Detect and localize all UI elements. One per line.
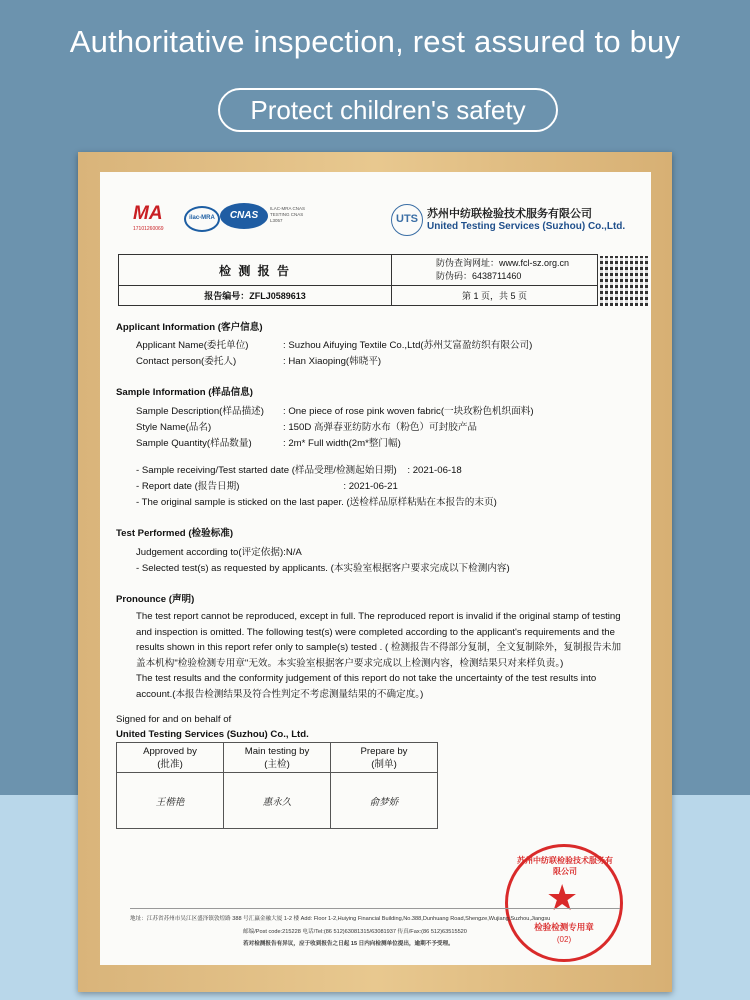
sample-sticked-note: - The original sample is sticked on the last paper. (送检样品原样粘贴在本报告的末页): [136, 497, 497, 508]
main-testing-cell: [224, 743, 331, 773]
report-header-table: [118, 254, 598, 306]
prepare-by-cn: (制单): [371, 758, 397, 770]
pronounce-line: The test report cannot be reproduced, except in full. The reproduced report is invalid if the original stamp of testing: [136, 611, 621, 622]
footer-notice: 若对检测报告有异议，应于收到报告之日起 15 日内向检测单位提出，逾期不予受理。: [243, 941, 454, 947]
anti-fake-cell: [392, 255, 598, 286]
sample-desc-value: : One piece of rose pink woven fabric(一块玫粉色机织面料): [283, 406, 534, 417]
inspection-report: [100, 172, 651, 965]
report-number: 报告编号：ZFLJ0589613: [119, 286, 392, 306]
style-name-value: : 150D 高弹春亚纺防水布（粉色）可封胶产品: [283, 422, 478, 433]
company-name-en: United Testing Services (Suzhou) Co.,Ltd.: [427, 221, 626, 232]
prepare-by-cell: [331, 743, 438, 773]
qr-code-overlay: [600, 256, 650, 306]
signature-table: [116, 742, 438, 829]
cnas-logo: CNAS: [220, 203, 268, 229]
cma-number: 17101260069: [133, 226, 164, 232]
company-name-cn: 苏州中纺联检验技术服务有限公司: [427, 208, 592, 220]
ilac-logo: ilac-MRA: [184, 206, 220, 232]
main-testing-en: Main testing by: [244, 745, 310, 757]
uts-logo: UTS: [391, 204, 423, 236]
applicant-heading: Applicant Information (客户信息): [116, 322, 263, 333]
prepare-by-en: Prepare by: [360, 745, 408, 757]
pronounce-line: 盖本机构"检验检测专用章"无效。本实验室根据客户要求完成以上检测内容，检测结果只对来样负责。): [136, 657, 564, 669]
signed-for-label: Signed for and on behalf of: [116, 714, 232, 725]
sample-heading: Sample Information (样品信息): [116, 387, 253, 398]
report-title: 检 测 报 告: [119, 255, 392, 286]
judgement-line: Judgement according to(评定依据):N/A: [136, 547, 302, 558]
pronounce-body: [136, 609, 651, 703]
sample-desc-label: Sample Description(样品描述): [136, 406, 264, 417]
contact-value: : Han Xiaoping(韩晓平): [283, 356, 382, 367]
signed-company: United Testing Services (Suzhou) Co., Ltd.: [116, 729, 309, 740]
cnas-small-text: ILAC-MRA CNAS TESTING CNAS L3057: [270, 206, 306, 223]
sample-qty-value: : 2m* Full width(2m*整门幅): [283, 438, 401, 449]
pronounce-line: The test results and the conformity judgement of this report do not take the uncertainty of the test results into: [136, 673, 597, 685]
applicant-name-value: : Suzhou Aifuying Textile Co.,Ltd(苏州艾富盈纺织有限公司): [283, 340, 533, 351]
pronounce-line: account.(本报告检测结果及符合性判定不考虑测量结果的不确定度。): [136, 688, 424, 700]
footer-divider: [130, 908, 620, 909]
report-date: - Report date (报告日期) : 2021-06-21: [136, 481, 398, 492]
stamp-text: 苏州中纺联检验技术服务有限公司: [517, 856, 613, 876]
approved-by-cell: [117, 743, 224, 773]
footer-contact: 邮编/Post code:215228 电话/Tel:(86 512)63081315/63081937 传真/Fax:(86 512)63515520: [243, 929, 467, 935]
applicant-name-label: Applicant Name(委托单位): [136, 340, 249, 351]
style-name-label: Style Name(品名): [136, 422, 212, 433]
pronounce-line: and inspection is omitted. The following test(s) were completed according to the applicant's requirements and the: [136, 626, 615, 638]
selected-tests-line: - Selected test(s) as requested by applicants. (本实验室根据客户要求完成以下检测内容): [136, 563, 510, 574]
page-info: 第 1 页，共 5 页: [392, 286, 598, 306]
sample-received-date: - Sample receiving/Test started date (样品受理/检测起始日期) : 2021-06-18: [136, 465, 462, 476]
pronounce-heading: Pronounce (声明): [116, 594, 195, 605]
banner-pill: Protect children's safety: [218, 88, 558, 132]
stamp-number: (02): [556, 935, 572, 944]
stamp-subtitle: 检验检测专用章: [534, 922, 594, 932]
banner-headline: Authoritative inspection, rest assured to buy: [69, 24, 681, 59]
pronounce-line: results shown in this report refer only to sample(s) tested . ( 检测报告不得部分复制，全文复制除外，复制报告未加: [136, 642, 622, 654]
main-tester-signature: 惠永久: [224, 773, 331, 829]
test-heading: Test Performed (检验标准): [116, 528, 234, 539]
contact-label: Contact person(委托人): [136, 356, 237, 367]
query-site: 防伪查询网址：www.fcl-sz.org.cn: [436, 258, 570, 268]
approver-signature: 王楷艳: [117, 773, 224, 829]
official-stamp: [505, 844, 623, 962]
preparer-signature: 俞梦娇: [331, 773, 438, 829]
approved-by-en: Approved by: [143, 745, 197, 757]
sample-qty-label: Sample Quantity(样品数量): [136, 438, 252, 449]
approved-by-cn: (批准): [157, 758, 183, 770]
anti-fake-code: 防伪码：6438711460: [436, 271, 522, 281]
cma-logo: MA: [133, 203, 163, 224]
star-icon: ★: [546, 877, 579, 918]
main-testing-cn: (主检): [264, 758, 290, 770]
footer-address: 地址：江苏省苏州市吴江区盛泽镇敦煌路 388 号汇赢金融大厦 1-2 楼 Add: Floor 1-2,Huiying Financial Building,No.388,Dunhuang Road,Shengze,Wujiang,Suzhou,Jiangsu: [130, 916, 551, 922]
